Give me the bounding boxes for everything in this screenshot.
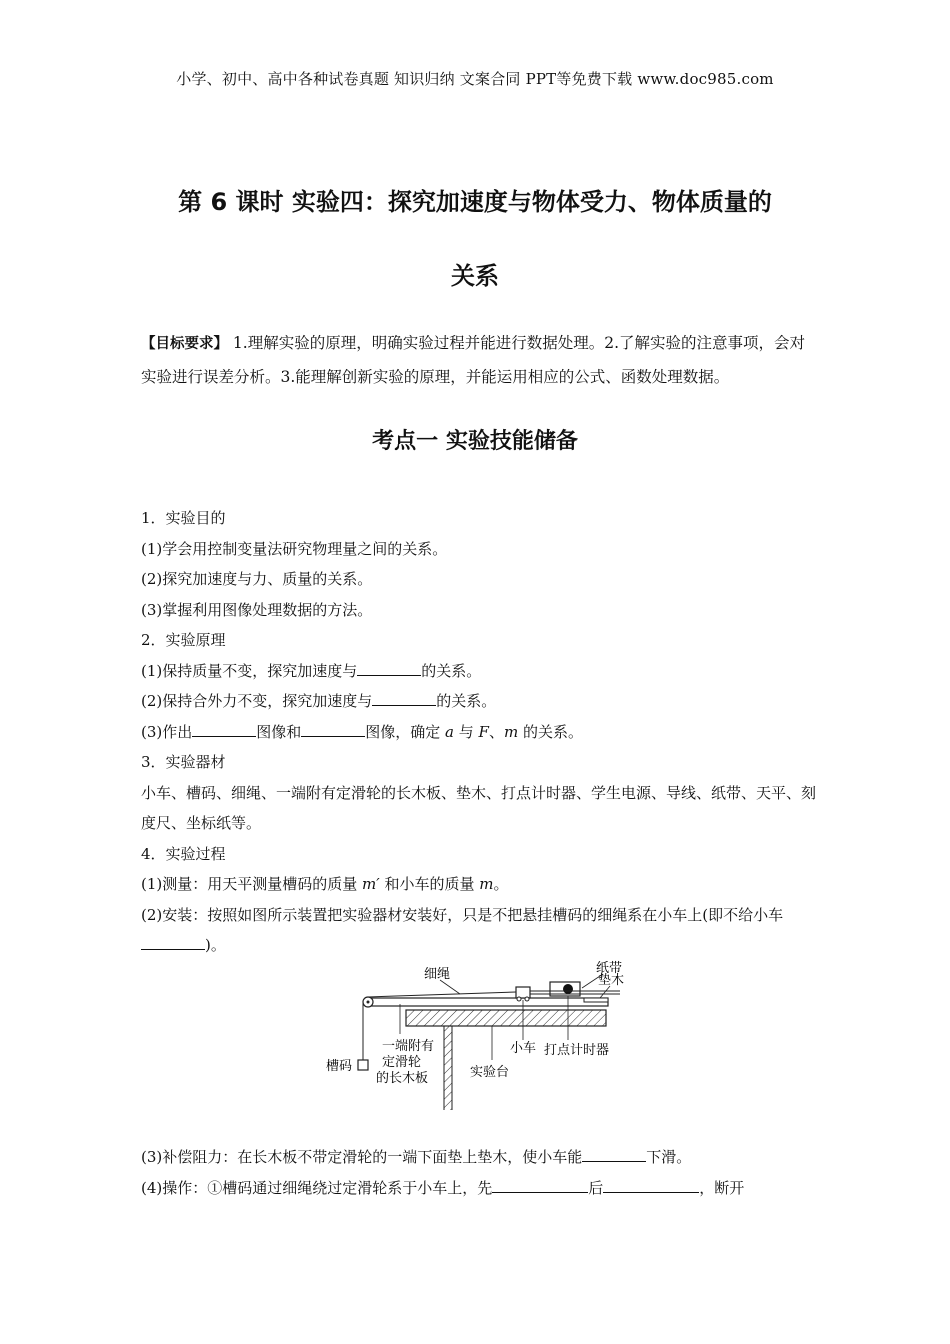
- label-rope: 细绳: [424, 967, 451, 982]
- heading-procedure: 4．实验过程: [141, 844, 226, 863]
- main-body: [141, 503, 826, 961]
- label-board-1: 一端附有: [382, 1039, 435, 1054]
- rope: [368, 992, 516, 997]
- goals-text: 1.理解实验的原理，明确实验过程并能进行数据处理。2.了解实验的注意事项，会对实验进行误差分析。3.能理解创新实验的原理，并能运用相应的公式、函数处理数据。: [141, 334, 806, 386]
- section-title: 考点一 实验技能储备: [372, 429, 578, 454]
- purpose-item-2: (2)探究加速度与力、质量的关系。: [141, 570, 373, 588]
- heading-purpose: 1．实验目的: [141, 509, 226, 527]
- label-cart: 小车: [510, 1041, 537, 1056]
- cart: [516, 987, 530, 998]
- heading-equipment: 3．实验器材: [141, 753, 226, 771]
- blank-line: [301, 720, 365, 737]
- table-top: [406, 1010, 606, 1026]
- long-board: [368, 998, 608, 1006]
- label-pad: 垫木: [598, 973, 625, 988]
- blank-line: [357, 659, 421, 676]
- lesson-title-line2: 关系: [451, 262, 499, 290]
- procedure-step-1: (1)测量：用天平测量槽码的质量 m′ 和小车的质量 m。: [141, 875, 509, 893]
- purpose-item-1: (1)学会用控制变量法研究物理量之间的关系。: [141, 539, 448, 558]
- goals-paragraph: [141, 327, 811, 394]
- label-weight: 槽码: [326, 1059, 353, 1074]
- blank-line: [141, 933, 205, 950]
- goals-tag: 【目标要求】: [141, 336, 228, 352]
- procedure-step-2: (2)安装：按照如图所示装置把实验器材安装好，只是不把悬挂槽码的细绳系在小车上(即不给小车)。: [141, 905, 784, 954]
- label-timer: 打点计时器: [544, 1043, 610, 1058]
- table-leg: [444, 1026, 452, 1110]
- pad: [584, 998, 608, 1002]
- label-board-3: 的长木板: [376, 1071, 429, 1086]
- equipment-list: 小车、槽码、细绳、一端附有定滑轮的长木板、垫木、打点计时器、学生电源、导线、纸带、天平、刻度尺、坐标纸等。: [141, 783, 817, 832]
- label-tape: 纸带: [596, 961, 623, 976]
- blank-line: [492, 1176, 588, 1193]
- label-board-2: 定滑轮: [382, 1055, 422, 1070]
- blank-line: [603, 1176, 699, 1193]
- apparatus-diagram: [320, 960, 640, 1110]
- page-header: 小学、初中、高中各种试卷真题 知识归纳 文案合同 PPT等免费下载 www.doc985.com: [176, 70, 774, 88]
- principle-item-1: (1)保持质量不变，探究加速度与 的关系。: [141, 656, 826, 687]
- weight-block: [358, 1060, 368, 1070]
- lesson-title-line1: 第 6 课时 实验四：探究加速度与物体受力、物体质量的: [178, 188, 772, 216]
- heading-principle: 2．实验原理: [141, 631, 226, 649]
- procedure-step-4: (4)操作：①槽码通过细绳绕过定滑轮系于小车上，先 后 ，断开: [141, 1173, 826, 1204]
- blank-line: [372, 689, 436, 706]
- procedure-step-3: (3)补偿阻力：在长木板不带定滑轮的一端下面垫上垫木，使小车能 下滑。: [141, 1142, 826, 1173]
- purpose-item-3: (3)掌握利用图像处理数据的方法。: [141, 600, 373, 619]
- principle-item-3: (3)作出 图像和 图像，确定 a 与 F、m 的关系。: [141, 717, 826, 748]
- blank-line: [192, 720, 256, 737]
- label-table: 实验台: [470, 1065, 510, 1080]
- blank-line: [582, 1145, 646, 1162]
- principle-item-2: (2)保持合外力不变，探究加速度与 的关系。: [141, 686, 826, 717]
- procedure-continued: [141, 1142, 826, 1203]
